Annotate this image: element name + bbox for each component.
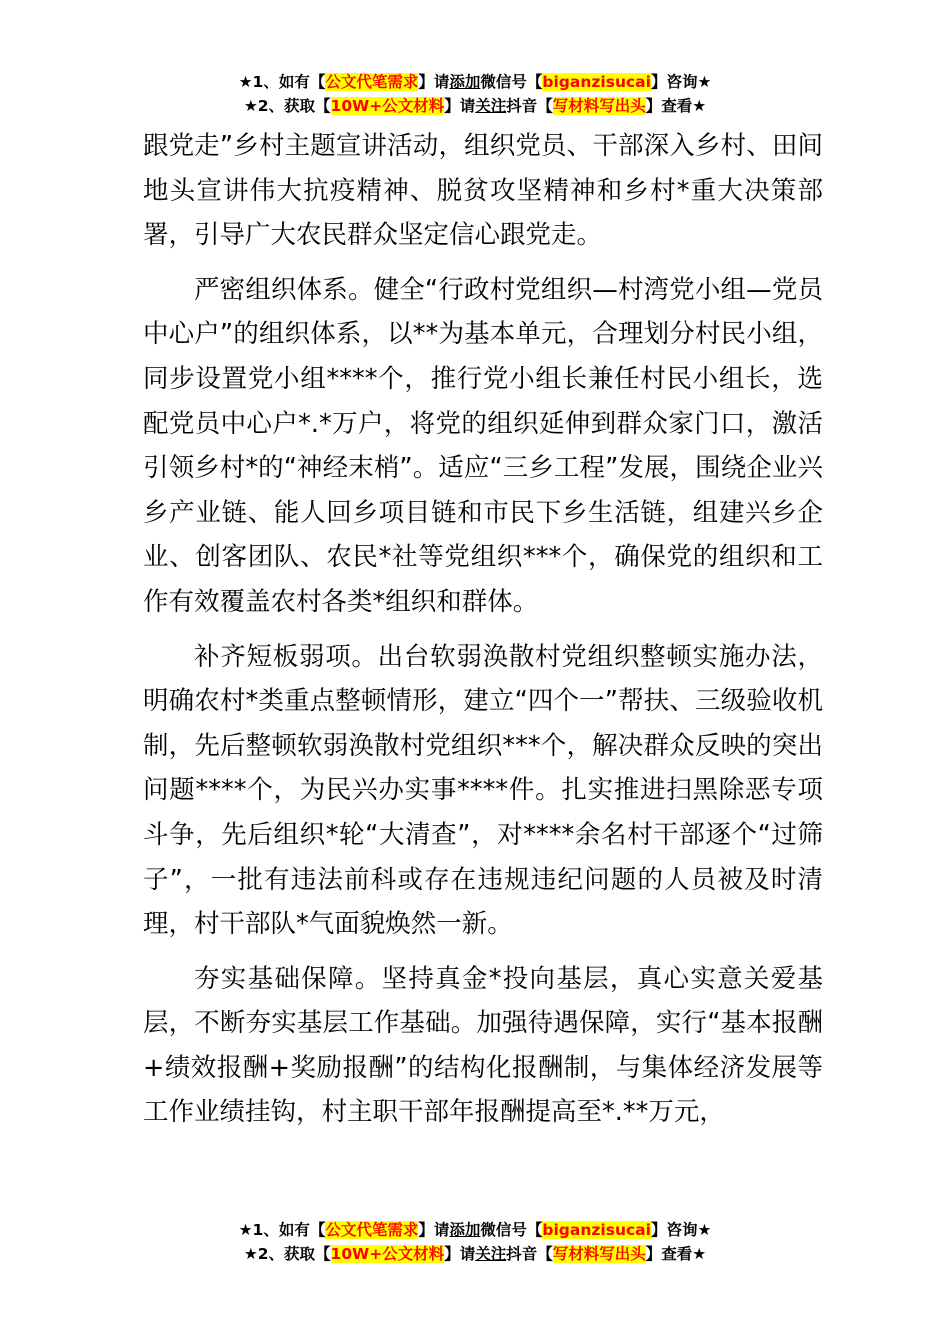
highlight-materials: 10W+公文材料 <box>330 1245 445 1263</box>
paragraph-organization-system: 严密组织体系。健全“行政村党组织—村湾党小组—党员中心户”的组织体系，以**为基本单元，合理划分村民小组，同步设置党小组****个，推行党小组长兼任村民小组长，选配党员中心户*.*万户，将党的组织延伸到群众家门口，激活引领乡村*的“神经末梢”。适应“三乡工程”发展，围绕企业兴乡产业链、能人回乡项目链和市民下乡生活链，组建兴乡企业、创客团队、农民*社等党组织***个，确保党的组织和工作有效覆盖农村各类*组织和群体。 <box>143 274 823 617</box>
paragraph-continuation: 跟党走”乡村主题宣讲活动，组织党员、干部深入乡村、田间地头宣讲伟大抗疫精神、脱贫攻坚精神和乡村*重大决策部署，引导广大农民群众坚定信心跟党走。 <box>143 131 823 251</box>
banner-text: 】咨询★ <box>650 1221 712 1239</box>
banner-text: 微信号【 <box>480 73 543 91</box>
underline-text: 添加 <box>449 73 481 91</box>
banner-line-1 <box>0 1218 950 1242</box>
highlight-wechat-id: biganzisucai <box>542 73 651 91</box>
banner-text: 】查看★ <box>645 1245 707 1263</box>
document-body <box>143 124 823 1135</box>
banner-text: ★2、获取【 <box>243 1245 331 1263</box>
banner-line-1 <box>0 70 950 94</box>
banner-text: ★1、如有【 <box>238 1221 326 1239</box>
banner-text: 】查看★ <box>645 97 707 115</box>
banner-text: ★2、获取【 <box>243 97 331 115</box>
highlight-service: 公文代笔需求 <box>325 73 419 91</box>
banner-line-2 <box>0 1242 950 1266</box>
highlight-douyin-account: 写材料写出头 <box>552 1245 646 1263</box>
banner-text: 微信号【 <box>480 1221 543 1239</box>
banner-line-2 <box>0 94 950 118</box>
banner-text: 抖音【 <box>506 1245 553 1263</box>
underline-text: 添加 <box>449 1221 481 1239</box>
banner-text: 抖音【 <box>506 97 553 115</box>
highlight-wechat-id: biganzisucai <box>542 1221 651 1239</box>
underline-text: 关注 <box>475 97 507 115</box>
banner-text: 】请 <box>418 73 450 91</box>
highlight-service: 公文代笔需求 <box>325 1221 419 1239</box>
highlight-materials: 10W+公文材料 <box>330 97 445 115</box>
banner-text: 】请 <box>444 97 476 115</box>
footer-banner <box>0 1218 950 1266</box>
banner-text: 】咨询★ <box>650 73 712 91</box>
underline-text: 关注 <box>475 1245 507 1263</box>
paragraph-basic-guarantee: 夯实基础保障。坚持真金*投向基层，真心实意关爱基层，不断夯实基层工作基础。加强待遇保障，实行“基本报酬+绩效报酬+奖励报酬”的结构化报酬制，与集体经济发展等工作业绩挂钩，村主职干部年报酬提高至*.**万元， <box>143 963 823 1128</box>
banner-text: 】请 <box>418 1221 450 1239</box>
header-banner <box>0 70 950 118</box>
banner-text: 】请 <box>444 1245 476 1263</box>
highlight-douyin-account: 写材料写出头 <box>552 97 646 115</box>
paragraph-weak-items: 补齐短板弱项。出台软弱涣散村党组织整顿实施办法，明确农村*类重点整顿情形，建立“四个一”帮扶、三级验收机制，先后整顿软弱涣散村党组织***个，解决群众反映的突出问题****个，为民兴办实事****件。扎实推进扫黑除恶专项斗争，先后组织*轮“大清查”，对****余名村干部逐个“过筛子”，一批有违法前科或存在违规违纪问题的人员被及时清理，村干部队*气面貌焕然一新。 <box>143 641 823 940</box>
banner-text: ★1、如有【 <box>238 73 326 91</box>
